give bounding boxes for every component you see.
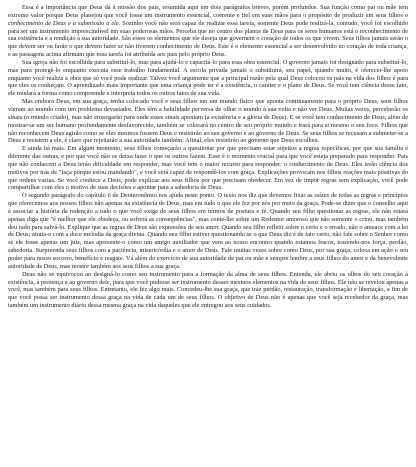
paragraph: Deus não se equivocou ao designá-lo como seu instrumento para a formação da alma de seus filhos. Entenda, ele abriu os olhos do seu coração à existência, à presença e ao governo dele, para que você pudesse ser instrumento desses mesmos elementos na vida de seus filhos. Ele não se revelou apenas a você, mas também para seus filhos. Entretanto, ele fez algo mais. Concedeu-lhe sua graça, que traz perdão, restauração, transformação e libertação, a fim de que você possa ser instrumento dessa graça na vida de cada um de seus filhos. O objetivo de Deus não é apenas que você seja recebedor da graça, mas também um instrumento diário dessa mesma graça na vida daqueles que ele entregou aos seus cuidados. — [8, 270, 408, 310]
paragraph: Essa é a importância que Deus dá à missão dos pais, resumida aqui em dois parágrafos breves, porém profundos. Sua função como pai ou mãe tem extremo valor porque Deus planejou que você fosse um instrumento essencial, coerente e fiel em suas mãos para o propósito de produzir em seus filhos o conhecimento de Deus e a submissão a ele. Sozinho você não será capaz de realizar essa tarefa, somente Deus pode realizá-la, contudo, você foi escolhido para ser um instrumento imprescindível em suas poderosas mãos. Perceba que no centro dos planos de Deus para os seres humanos está o reconhecimento de sua existência e a rendição à sua autoridade. São esses os elementos que ele deseja que governem o coração de todos os que vivem. Seus filhos jamais serão o que devem ser ou farão o que devem fazer se não tiverem conhecimento de Deus. Este é o elemento essencial a ser desenvolvido no coração de toda criança, e as passagens acima afirmam que essa tarefa foi atribuída aos pais pelo próprio Deus. — [8, 4, 408, 59]
emphasis-text: o conhecimento de Deus e a submissão a ele. — [8, 11, 408, 27]
paragraph: O segundo parágrafo do capítulo 6 de Deuteronômio nos ajuda neste ponto. O texto nos diz que devemos fixar as raízes de todas as regras e princípios que oferecemos aos nossos filhos não apenas na existência de Deus, mas em tudo o que ele fez por nós por meio da graça. Pode-se dizer que o conselho aqui é associar a história da redenção a tudo o que você exige de seus filhos em termos de postura e fé. Quando seu filho questionar as regras, ele não estará apenas diga que "é melhor que ele obedeça, ou sofrerá as consequências", mas conte-lhe sobre um Redentor amoroso que não somente o criou, mas também deu tudo para salvá-lo. Explique que as regras de Deus são expressões de seu amor. Quando seu filho refletir sobre o certo e o errado, não o ameace com a lei de Deus; atraia-o com a doce melodia da graça divina. Quando seu filho estiver questionando se o que Deus diz é de fato certo, não fale sobre o Senhor como se ele fosse apenas um juiz, mas apresente-o como um amigo auxiliador que vem ao nosso encontro quando estamos fracos, trazendo-nos força, perdão, sabedoria. Surpreenda seus filhos com a paciência, misericórdia e o amor de Deus. Fale muitas vezes sobre como Deus, por sua graça, coloca em ação o seu poder para nosso socorro, benefício e resgate. Vá além do exercício de sua autoridade de pai ou mãe e sempre lembre a seus filhos do amor e da benevolente autoridade de Deus, mas mostre também aos seus filhos a sua graça. — [8, 192, 408, 270]
paragraph: E ainda há mais. Em algum momento, seus filhos começarão a questionar por que precisam estar sujeitos a regras específicas, por que sua família é diferente das outras, e por que você não os deixa fazer o que os outros fazem. Esse é o momento crucial para que você esteja preparado para responder. Pais que não conhecem a Deus terão dificuldade em responder, mas você tem o maior recurso para responder: o conhecimento de Deus. Eles terão ciência dos motivos por trás de "faça porque estou mandando", e você será capaz de respondê-los com graça. Explicações provocam nos filhos reações mais positivas do que ordens vazias. Se você conhece a Deus, pode explicar aos seus filhos por que precisam obedecer. Em vez de impor regras sem explicação, você pode compartilhar com eles o motivo de suas decisões e apontar para a sabedoria de Deus. — [8, 145, 408, 192]
paragraph: Mas embora Deus, em sua graça, tenha colocado você e seus filhos em um mundo físico que aponta continuamente para o próprio Deus, seus filhos vieram ao mundo com um problema devastador. Eles têm a habilidade perversa de olhar o mundo à sua volta e não ver Deus. Muitas vezes, perceberão os sinais (o mundo criado), mas não enxergarão para onde esses sinais apontam (a existência e a glória de Deus). E se você tem conhecimento de Deus, além de mostrar-se um ser humano profundamente desfavorecido, também se colocará no centro de seu próprio mundo e trará para si mesmo o seu foco. Filhos que não reconhecem Deus agirão como se eles mesmos fossem Deus e resistirão ao seu governo e ao governo de Deus. Se seus filhos se recusam a submeter-se a Deus e resistem a ele, é claro que rejeitarão a sua autoridade também. Afinal, eles resistirão ao governo que Deus escolheu. — [8, 98, 408, 145]
paragraph: Sua igreja não foi escolhida para substituí-lo, mas para ajudá-lo e capacitá-lo para essa obra essencial. O governo jamais foi designado para substituí-lo, mas para protegê-lo enquanto executa esse trabalho fundamental. A escola privada jamais o substituirá, seu papel, quando muito, é oferecer-lhe apoio enquanto você realiza a obra que só você pode realizar. Talvez você argumente que a principal razão pela qual Deus colocou os pais na vida dos filhos é para que eles os conheçam. O aprendizado mais importante que uma criança pode ter é a existência, o caráter e o plano de Deus. Se você tem ciência desse fato, ele mudará a forma como compreende e interpreta todos os outros fatos de sua vida. — [8, 58, 408, 98]
